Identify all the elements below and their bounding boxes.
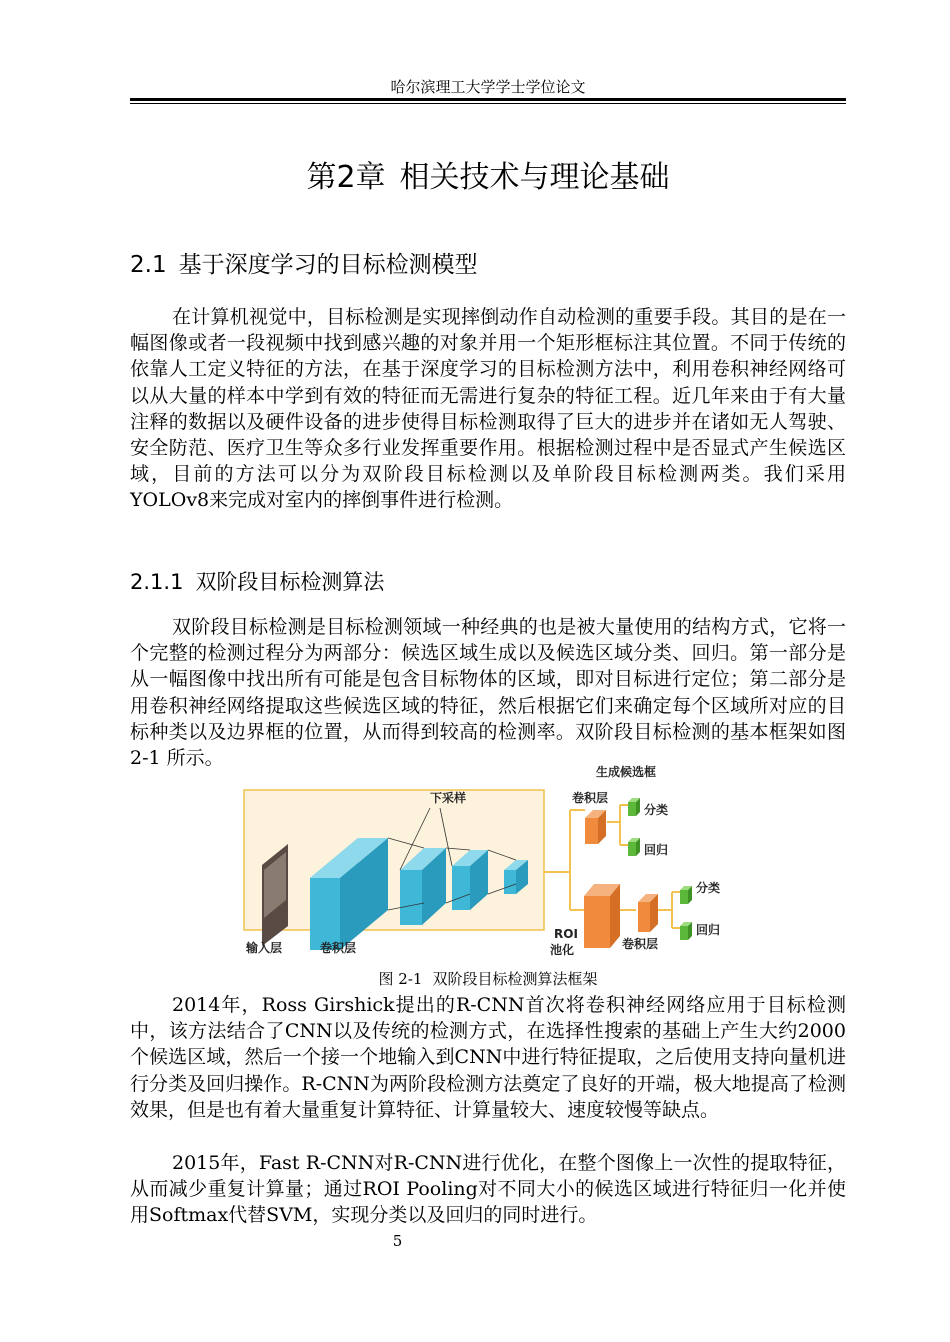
section-title-text: 基于深度学习的目标检测模型 (178, 252, 478, 278)
subsection-number: 2.1.1 (130, 570, 184, 594)
reg-bottom-block (680, 922, 692, 940)
paragraph-2: 双阶段目标检测是目标检测领域一种经典的也是被大量使用的结构方式，它将一个完整的检测过程分为两部分：候选区域生成以及候选区域分类、回归。第一部分是从一幅图像中找出所有可能是包含目标物体的区域，即对目标进行定位；第二部分是用卷积神经网络提取这些候选区域的特征，然后根据它们来确定每个区域所对应的目标种类以及边界框的位置，从而得到较高的检测率。双阶段目标检测的基本框架如图 2-1 所示。 (130, 616, 846, 770)
input-layer-label: 输入层 (246, 941, 283, 955)
reg-top-block (628, 838, 640, 856)
section-heading (130, 246, 478, 279)
cls-bottom-label: 分类 (696, 881, 720, 895)
figure-caption-text: 双阶段目标检测算法框架 (432, 970, 598, 988)
cls-top-block (628, 798, 640, 816)
subsection-heading (130, 566, 384, 596)
header-rule (130, 98, 846, 101)
conv-bottom-label: 卷积层 (622, 937, 659, 951)
header-rule-thin (130, 103, 846, 104)
figure-caption (130, 968, 846, 989)
chapter-number: 第2章 (306, 160, 386, 195)
chapter-title-text: 相关技术与理论基础 (399, 160, 670, 195)
proposal-label: 生成候选框 (596, 765, 657, 779)
page-header: 哈尔滨理工大学学士学位论文 (390, 78, 586, 96)
reg-bottom-label: 回归 (696, 923, 720, 937)
downsample-label: 下采样 (430, 791, 467, 805)
reg-top-label: 回归 (644, 843, 669, 857)
conv-layer-label: 卷积层 (320, 941, 357, 955)
paragraph-1: 在计算机视觉中，目标检测是实现摔倒动作自动检测的重要手段。其目的是在一幅图像或者一段视频中找到感兴趣的对象并用一个矩形框标注其位置。不同于传统的依靠人工定义特征的方法，在基于深度学习的目标检测方法中，利用卷积神经网络可以从大量的样本中学到有效的特征而无需进行复杂的特征工程。近几年来由于有大量注释的数据以及硬件设备的进步使得目标检测取得了巨大的进步并在诸如无人驾驶、安全防范、医疗卫生等众多行业发挥重要作用。根据检测过程中是否显式产生候选区域，目前的方法可以分为双阶段目标检测以及单阶段目标检测两类。我们采用YOLOv8来完成对室内的摔倒事件进行检测。 (130, 306, 846, 512)
page-number: 5 (392, 1232, 403, 1250)
paragraph-3: 2014年，Ross Girshick提出的R-CNN首次将卷积神经网络应用于目标检测中，该方法结合了CNN以及传统的检测方式，在选择性搜索的基础上产生大约2000个候选区域，然后一个接一个地输入到CNN中进行特征提取，之后使用支持向量机进行分类及回归操作。R-CNN为两阶段检测方法奠定了良好的开端，极大地提高了检测效果，但是也有着大量重复计算特征、计算量较大、速度较慢等缺点。 (130, 994, 846, 1121)
roi-pool-block (584, 884, 620, 948)
figure-caption-number: 图 2-1 (378, 970, 423, 988)
paragraph-4: 2015年，Fast R-CNN对R-CNN进行优化，在整个图像上一次性的提取特征，从而减少重复计算量；通过ROI Pooling对不同大小的候选区域进行特征归一化并使用Softmax代替SVM，实现分类以及回归的同时进行。 (130, 1152, 846, 1227)
two-stage-detection-figure (240, 760, 720, 970)
section-number: 2.1 (130, 252, 167, 278)
cls-bottom-block (680, 886, 692, 904)
conv-top-label: 卷积层 (572, 791, 609, 805)
pooling-label: 池化 (550, 943, 575, 957)
chapter-title (130, 152, 846, 196)
conv-bottom-block (638, 894, 658, 932)
cls-top-label: 分类 (644, 803, 669, 817)
conv-top-block (585, 810, 606, 844)
subsection-title-text: 双阶段目标检测算法 (195, 570, 385, 594)
roi-label: ROI (554, 927, 578, 941)
